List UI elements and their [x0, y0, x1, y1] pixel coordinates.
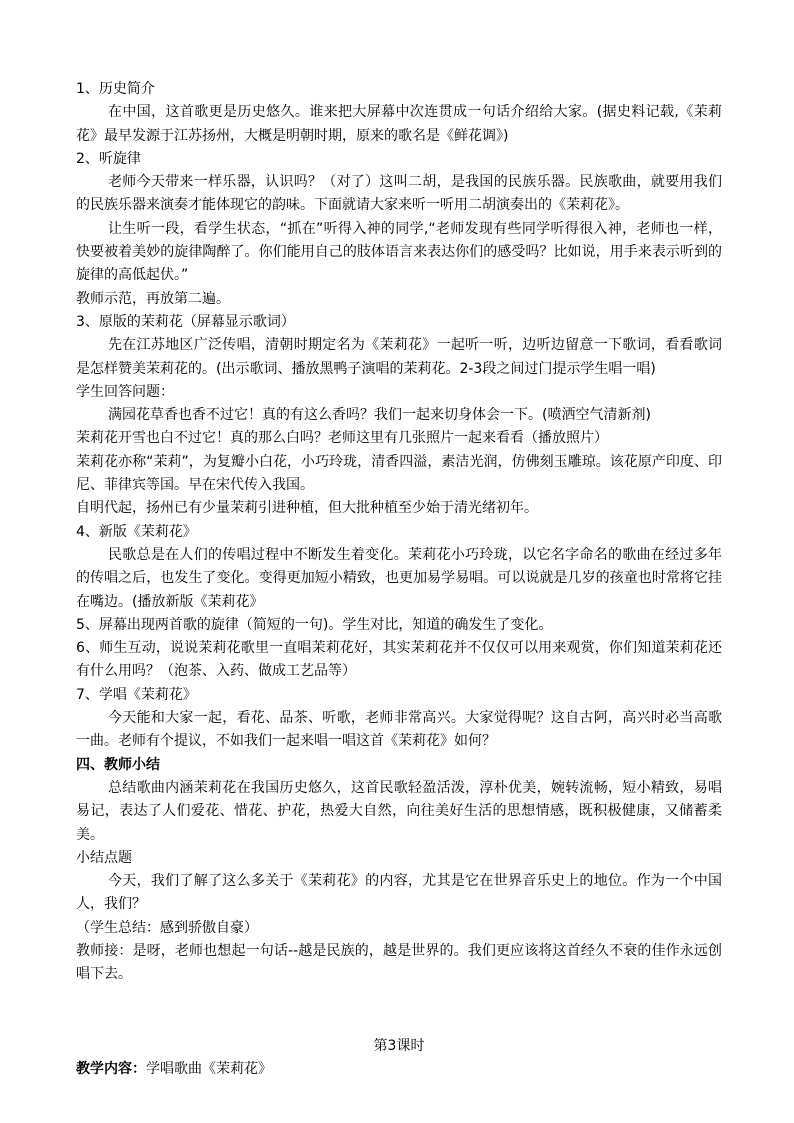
paragraph: 3、原版的茉莉花（屏幕显示歌词）: [76, 313, 295, 330]
paragraph: 1、历史简介: [76, 81, 155, 97]
paragraph: 今天，我们了解了这么多关于《茉莉花》的内容，尤其是它在世界音乐史上的地位。作为一个中国人，我们？: [76, 873, 722, 913]
paragraph: 民歌总是在人们的传唱过程中不断发生着变化。茉莉花小巧玲珑，以它名字命名的歌曲在经过多年的传唱之后，也发生了变化。变得更加短小精致，也更加易学易唱。可以说就是几岁的孩童也时常将它挂在嘴边。(播放新版《茉莉花》: [76, 546, 722, 610]
paragraph: 在中国，这首歌更是历史悠久。谁来把大屏幕中次连贯成一句话介绍给大家。(据史料记载,《茉莉花》最早发源于江苏扬州，大概是明朝时期，原来的歌名是《鲜花调》): [76, 104, 722, 144]
paragraph: 今天能和大家一起，看花、品茶、听歌，老师非常高兴。大家觉得呢？这自古阿，高兴时必当高歌一曲。老师有个提议，不如我们一起来唱一唱这首《茉莉花》如何？: [76, 710, 722, 750]
paragraph: 教师接：是呀，老师也想起一句话--越是民族的，越是世界的。我们更应该将这首经久不衰的佳作永远创唱下去。: [76, 942, 722, 983]
paragraph: 总结歌曲内涵茉莉花在我国历史悠久，这首民歌轻盈活泼，淳朴优美，婉转流畅，短小精致，易唱易记，表达了人们爱花、惜花、护花，热爱大自然，向往美好生活的思想情感，既积极健康，又储蓄柔美。: [76, 779, 722, 843]
section-heading: 四、教师小结: [76, 756, 160, 773]
paragraph: 让生听一段，看学生状态，“抓在”听得入神的同学,“老师发现有些同学听得很入神，老师也一样，快要被着美妙的旋律陶醉了。你们能用自己的肢体语言来表达你们的感受吗？比如说，用手来表示听到的旋律的高低起伏。”: [76, 220, 722, 284]
paragraph: 茉莉花开雪也白不过它！真的那么白吗？老师这里有几张照片一起来看看（播放照片）: [76, 430, 608, 447]
paragraph: 7、学唱《茉莉花》: [76, 686, 197, 703]
paragraph: 6、师生互动，说说茉莉花歌里一直唱茉莉花好，其实茉莉花并不仅仅可以用来观赏，你们知道茉莉花还有什么用吗？（泡茶、入药、做成工艺品等）: [76, 640, 722, 680]
document-page: [76, 78, 722, 1081]
paragraph: 自明代起，扬州已有少量茉莉引进种植，但大批种植至少始于清光绪初年。: [76, 500, 538, 517]
paragraph: 学生回答问题：: [76, 383, 174, 400]
paragraph: 老师今天带来一样乐器，认识吗？（对了）这叫二胡，是我国的民族乐器。民族歌曲，就要用我们的民族乐器来演奏才能体现它的韵味。下面就请大家来听一听用二胡演奏出的《茉莉花》。: [76, 174, 722, 214]
paragraph: 小结点题: [76, 849, 132, 866]
paragraph: 2、听旋律: [76, 150, 141, 167]
paragraph: 满园花草香也香不过它！真的有这么香吗？我们一起来切身体会一下。(喷洒空气清新剂): [108, 407, 651, 424]
lesson-heading: 第3课时: [373, 1037, 425, 1054]
paragraph: 茉莉花亦称“茉莉”，为复瓣小白花，小巧玲珑，清香四溢，素洁光润，仿佛刻玉雕琼。该花原产印度、印尼、菲律宾等国。早在宋代传入我国。: [76, 453, 722, 494]
teaching-content-label: 教学内容：: [76, 1060, 146, 1077]
teaching-content: [76, 1058, 722, 1081]
paragraph: （学生总结：感到骄傲自豪）: [76, 919, 258, 936]
section-gap: [76, 987, 722, 1035]
paragraph: 5、屏幕出现两首歌的旋律（简短的一句)。学生对比，知道的确发生了变化。: [76, 616, 553, 633]
paragraph: 教师示范，再放第二遍。: [76, 290, 230, 307]
lesson-body: [76, 78, 722, 987]
paragraph: 先在江苏地区广泛传唱，清朝时期定名为《茉莉花》一起听一听，边听边留意一下歌词，看看歌词是怎样赞美茉莉花的。(出示歌词、播放黑鸭子演唱的茉莉花。2-3段之间过门提示学生唱一唱): [76, 337, 722, 377]
teaching-content-value: 学唱歌曲《茉莉花》: [146, 1060, 272, 1077]
paragraph: 4、新版《茉莉花》: [76, 523, 197, 540]
